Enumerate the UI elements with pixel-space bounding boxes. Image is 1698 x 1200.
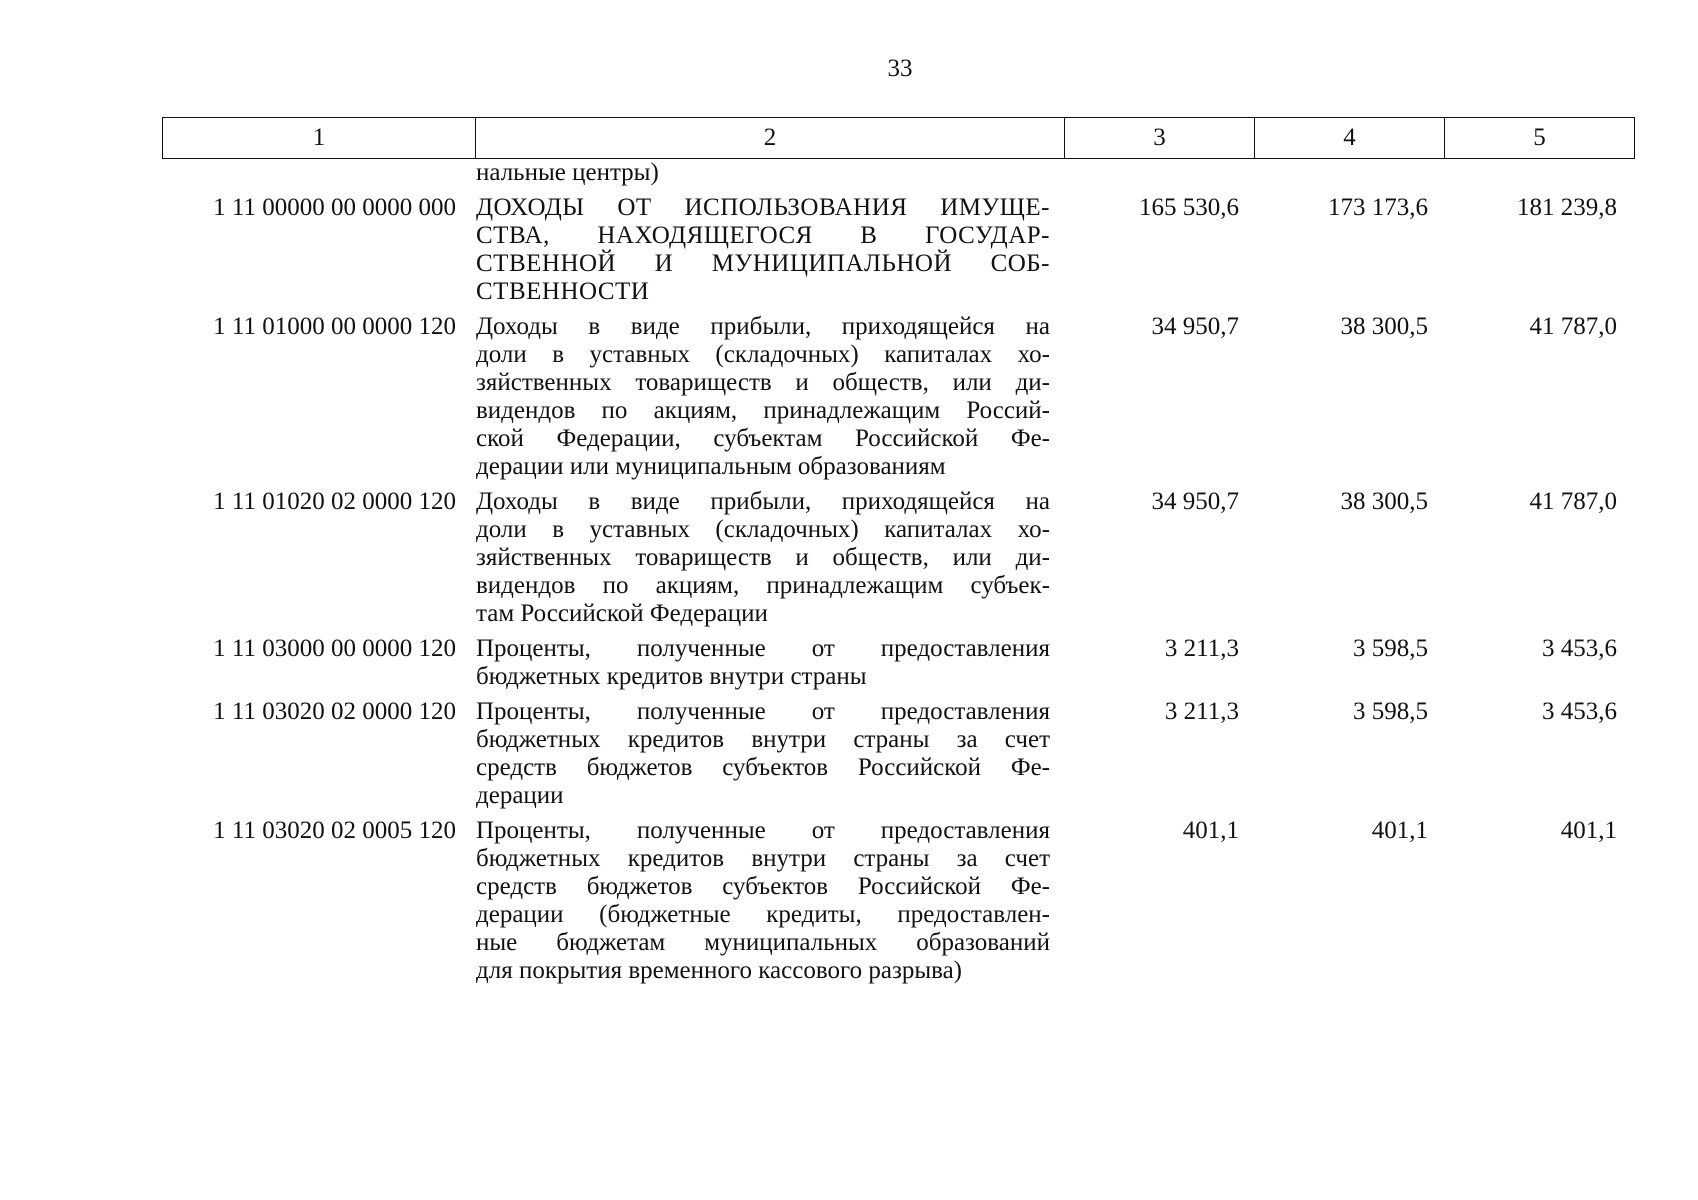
amount-col-3: 34 950,7 bbox=[1151, 488, 1239, 515]
amount-col-4: 173 173,6 bbox=[1328, 194, 1428, 221]
revenue-description bbox=[474, 628, 1062, 691]
desc-line: средств бюджетов субъектов Российской Фе- bbox=[476, 873, 1050, 900]
desc-line: СТВЕННОСТИ bbox=[476, 278, 650, 305]
continuation-row bbox=[162, 157, 1629, 187]
desc-line: дерации bbox=[476, 782, 564, 809]
amount-col-4: 401,1 bbox=[1371, 817, 1428, 844]
budget-code: 1 11 00000 00 0000 000 bbox=[213, 194, 456, 221]
budget-code: 1 11 01020 02 0000 120 bbox=[213, 488, 456, 515]
amount-col-5: 3 453,6 bbox=[1542, 698, 1617, 725]
desc-line: Проценты, полученные от предоставления bbox=[476, 817, 1050, 844]
amount-col-5: 181 239,8 bbox=[1517, 194, 1617, 221]
amount-col-4: 3 598,5 bbox=[1353, 698, 1428, 725]
desc-line: ской Федерации, субъектам Российской Фе- bbox=[476, 425, 1050, 452]
desc-line: для покрытия временного кассового разрыва) bbox=[476, 957, 963, 984]
amount-col-3: 3 211,3 bbox=[1164, 698, 1239, 725]
desc-line: видендов по акциям, принадлежащим Россий- bbox=[476, 397, 1050, 424]
desc-line: зяйственных товариществ и обществ, или ди- bbox=[476, 544, 1050, 571]
header-col-1: 1 bbox=[163, 118, 476, 159]
budget-table bbox=[162, 157, 1629, 985]
table-header bbox=[162, 117, 1635, 159]
amount-col-3: 401,1 bbox=[1182, 817, 1239, 844]
desc-line: СТВА, НАХОДЯЩЕГОСЯ В ГОСУДАР- bbox=[476, 222, 1050, 249]
desc-line: ДОХОДЫ ОТ ИСПОЛЬЗОВАНИЯ ИМУЩЕ- bbox=[476, 194, 1050, 221]
table-row bbox=[162, 810, 1629, 985]
page-number: 33 bbox=[887, 55, 913, 82]
amount-col-3: 165 530,6 bbox=[1139, 194, 1239, 221]
amount-col-5: 41 787,0 bbox=[1529, 313, 1617, 340]
continuation-text bbox=[474, 157, 1062, 187]
desc-line: Доходы в виде прибыли, приходящейся на bbox=[476, 313, 1050, 340]
revenue-description bbox=[474, 691, 1062, 810]
desc-line: доли в уставных (складочных) капиталах хо- bbox=[476, 341, 1050, 368]
desc-line: зяйственных товариществ и обществ, или ди- bbox=[476, 369, 1050, 396]
desc-line: дерации или муниципальным образованиям bbox=[476, 453, 946, 480]
desc-line: дерации (бюджетные кредиты, предоставлен- bbox=[476, 901, 1050, 928]
amount-col-4: 38 300,5 bbox=[1340, 488, 1428, 515]
desc-line: Проценты, полученные от предоставления bbox=[476, 698, 1050, 725]
budget-code: 1 11 03020 02 0005 120 bbox=[213, 817, 456, 844]
desc-line: доли в уставных (складочных) капиталах хо- bbox=[476, 516, 1050, 543]
table-row bbox=[162, 306, 1629, 481]
value-cell bbox=[1440, 157, 1629, 187]
desc-line: СТВЕННОЙ И МУНИЦИПАЛЬНОЙ СОБ- bbox=[476, 250, 1050, 277]
revenue-description bbox=[474, 810, 1062, 985]
code-cell bbox=[162, 157, 474, 187]
budget-code: 1 11 03020 02 0000 120 bbox=[213, 698, 456, 725]
table-row bbox=[162, 187, 1629, 306]
amount-col-3: 3 211,3 bbox=[1164, 635, 1239, 662]
amount-col-4: 3 598,5 bbox=[1353, 635, 1428, 662]
desc-line: средств бюджетов субъектов Российской Фе- bbox=[476, 754, 1050, 781]
table-row bbox=[162, 691, 1629, 810]
desc-line: бюджетных кредитов внутри страны за счет bbox=[476, 726, 1050, 753]
value-cell bbox=[1062, 157, 1251, 187]
desc-line: нальные центры) bbox=[476, 159, 659, 186]
desc-line: видендов по акциям, принадлежащим субъек- bbox=[476, 572, 1050, 599]
table-row bbox=[162, 628, 1629, 691]
header-col-4: 4 bbox=[1255, 118, 1445, 159]
budget-code: 1 11 01000 00 0000 120 bbox=[213, 313, 456, 340]
desc-line: Проценты, полученные от предоставления bbox=[476, 635, 1050, 662]
table-row bbox=[162, 481, 1629, 628]
header-col-5: 5 bbox=[1445, 118, 1635, 159]
desc-line: бюджетных кредитов внутри страны bbox=[476, 663, 867, 690]
desc-line: бюджетных кредитов внутри страны за счет bbox=[476, 845, 1050, 872]
desc-line: там Российской Федерации bbox=[476, 600, 768, 627]
header-col-2: 2 bbox=[476, 118, 1065, 159]
amount-col-3: 34 950,7 bbox=[1151, 313, 1239, 340]
revenue-description bbox=[474, 481, 1062, 628]
value-cell bbox=[1251, 157, 1440, 187]
amount-col-5: 41 787,0 bbox=[1529, 488, 1617, 515]
amount-col-5: 3 453,6 bbox=[1542, 635, 1617, 662]
desc-line: ные бюджетам муниципальных образований bbox=[476, 929, 1050, 956]
desc-line: Доходы в виде прибыли, приходящейся на bbox=[476, 488, 1050, 515]
budget-code: 1 11 03000 00 0000 120 bbox=[213, 635, 456, 662]
revenue-description bbox=[474, 306, 1062, 481]
header-col-3: 3 bbox=[1065, 118, 1255, 159]
revenue-description bbox=[474, 187, 1062, 306]
amount-col-4: 38 300,5 bbox=[1340, 313, 1428, 340]
header-row bbox=[163, 118, 1635, 159]
amount-col-5: 401,1 bbox=[1560, 817, 1617, 844]
